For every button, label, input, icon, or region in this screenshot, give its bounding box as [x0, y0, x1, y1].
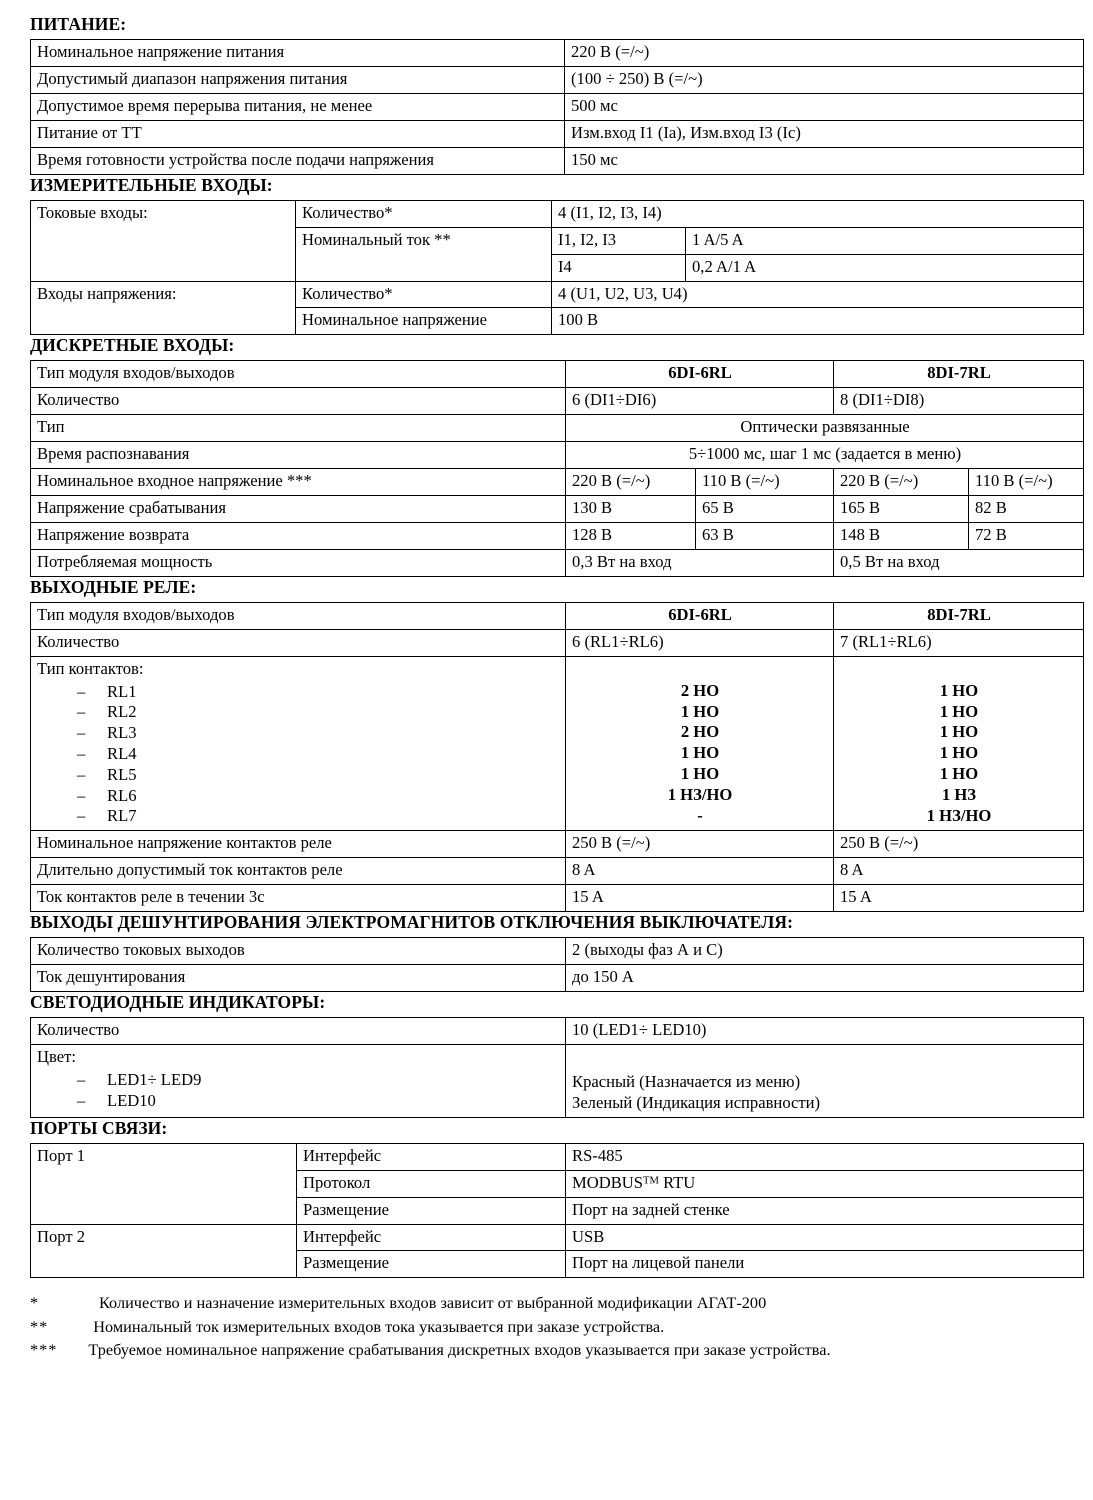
- relay-name-2: RL3: [107, 723, 137, 743]
- dash-bullet-icon: –: [77, 723, 86, 743]
- comm-port1-param-2: Размещение: [297, 1197, 566, 1224]
- discrete-dropout-3: 72 В: [969, 522, 1084, 549]
- table-discrete-inputs: [30, 360, 1084, 576]
- relay-short-current-a: 15 A: [566, 885, 834, 912]
- relay-name-6: RL7: [107, 806, 137, 826]
- discrete-pickup-0: 130 В: [566, 495, 696, 522]
- discrete-nominal-voltage-2: 220 В (=/~): [834, 469, 969, 496]
- relay-contacts-cell: [31, 656, 566, 831]
- discrete-dropout-1: 63 В: [696, 522, 834, 549]
- discrete-pickup-1: 65 В: [696, 495, 834, 522]
- power-label-2: Допустимое время перерыва питания, не менее: [31, 93, 565, 120]
- list-item: [77, 723, 560, 744]
- table-row: [31, 388, 1084, 415]
- discrete-module-b: 8DI-7RL: [834, 361, 1084, 388]
- comm-port2-label: Порт 2: [31, 1224, 297, 1278]
- power-value-3: Изм.вход I1 (Iа), Изм.вход I3 (Ic): [565, 120, 1084, 147]
- discrete-power-label: Потребляемая мощность: [31, 549, 566, 576]
- relay-name-4: RL5: [107, 764, 137, 784]
- table-row: [31, 885, 1084, 912]
- footnote-text-2: Требуемое номинальное напряжение срабатывания дискретных входов указывается при заказе устройства.: [88, 1339, 831, 1359]
- led-color-values: [566, 1044, 1084, 1117]
- led-qty-value: 10 (LED1÷ LED10): [566, 1018, 1084, 1045]
- section-title-power: ПИТАНИЕ:: [30, 14, 127, 34]
- section-title-output-relays: ВЫХОДНЫЕ РЕЛЕ:: [30, 576, 197, 597]
- relay-contact-a-3: 1 НО: [680, 743, 720, 763]
- list-item: [77, 744, 560, 765]
- list-item: [77, 682, 560, 703]
- discrete-qty-a: 6 (DI1÷DI6): [566, 388, 834, 415]
- table-row: [31, 858, 1084, 885]
- comm-port1-param-0: Интерфейс: [297, 1143, 566, 1170]
- shunt-label-1: Ток дешунтирования: [31, 964, 566, 991]
- discrete-dropout-0: 128 В: [566, 522, 696, 549]
- discrete-nominal-voltage-3: 110 В (=/~): [969, 469, 1084, 496]
- measuring-current-nominal-label: Номинальный ток **: [296, 227, 552, 281]
- discrete-nominal-voltage-1: 110 В (=/~): [696, 469, 834, 496]
- relay-contact-b-3: 1 НО: [939, 743, 979, 763]
- comm-port2-param-0: Интерфейс: [297, 1224, 566, 1251]
- relay-contact-a-0: 2 НО: [680, 680, 720, 700]
- shunt-value-0: 2 (выходы фаз А и С): [566, 938, 1084, 965]
- measuring-voltage-nominal-value: 100 В: [552, 308, 1084, 335]
- discrete-power-b: 0,5 Вт на вход: [834, 549, 1084, 576]
- protocol-variant: RTU: [658, 1172, 696, 1192]
- dash-bullet-icon: –: [77, 1090, 86, 1110]
- discrete-type-value: Оптически развязанные: [566, 415, 1084, 442]
- list-item: [77, 702, 560, 723]
- section-title-comm-ports: ПОРТЫ СВЯЗИ:: [30, 1117, 168, 1138]
- relay-contact-a-6: -: [697, 806, 703, 826]
- power-value-1: (100 ÷ 250) В (=/~): [565, 67, 1084, 94]
- power-label-1: Допустимый диапазон напряжения питания: [31, 67, 565, 94]
- measuring-current-group-label: Токовые входы:: [31, 200, 296, 281]
- discrete-pickup-3: 82 В: [969, 495, 1084, 522]
- relay-contacts-column-a: [566, 656, 834, 831]
- table-output-relays: [30, 602, 1084, 912]
- footnote-row: [30, 1315, 1082, 1338]
- list-item: [77, 1070, 560, 1091]
- discrete-qty-label: Количество: [31, 388, 566, 415]
- relay-short-current-b: 15 A: [834, 885, 1084, 912]
- table-row: [31, 120, 1084, 147]
- measuring-voltage-group-label: Входы напряжения:: [31, 281, 296, 335]
- dash-bullet-icon: –: [77, 681, 86, 701]
- led-color-label: Цвет:: [37, 1046, 76, 1066]
- discrete-power-a: 0,3 Вт на вход: [566, 549, 834, 576]
- measuring-current-inputs-0: I1, I2, I3: [552, 227, 686, 254]
- led-qty-label: Количество: [31, 1018, 566, 1045]
- comm-port1-value-2: Порт на задней стенке: [566, 1197, 1084, 1224]
- discrete-dropout-label: Напряжение возврата: [31, 522, 566, 549]
- relay-contact-a-5: 1 НЗ/НО: [667, 785, 733, 805]
- table-row-led-color: [31, 1044, 1084, 1117]
- table-power-supply: [30, 39, 1084, 175]
- measuring-current-value-1: 0,2 A/1 A: [686, 254, 1084, 281]
- relay-contacts-label: Тип контактов:: [37, 658, 144, 678]
- comm-port1-param-1: Протокол: [297, 1170, 566, 1197]
- relay-continuous-current-a: 8 A: [566, 858, 834, 885]
- discrete-type-label: Тип: [31, 415, 566, 442]
- discrete-nominal-voltage-label: Номинальное входное напряжение ***: [31, 469, 566, 496]
- table-row: [31, 40, 1084, 67]
- discrete-module-a: 6DI-6RL: [566, 361, 834, 388]
- table-shunt-outputs: [30, 937, 1084, 992]
- footnote-mark-0: *: [30, 1293, 40, 1313]
- relay-contact-b-5: 1 НЗ: [941, 785, 977, 805]
- led-color-cell: [31, 1044, 566, 1117]
- relay-name-0: RL1: [107, 681, 137, 701]
- dash-bullet-icon: –: [77, 743, 86, 763]
- table-row: [31, 602, 1084, 629]
- shunt-label-0: Количество токовых выходов: [31, 938, 566, 965]
- discrete-module-type-label: Тип модуля входов/выходов: [31, 361, 566, 388]
- list-item: [77, 1091, 560, 1112]
- measuring-current-value-0: 1 A/5 A: [686, 227, 1084, 254]
- table-row: [31, 1143, 1084, 1170]
- dash-bullet-icon: –: [77, 806, 86, 826]
- table-row: [31, 549, 1084, 576]
- led-item-0: LED1÷ LED9: [107, 1069, 202, 1089]
- measuring-voltage-qty-value: 4 (U1, U2, U3, U4): [552, 281, 1084, 308]
- relay-module-type-label: Тип модуля входов/выходов: [31, 602, 566, 629]
- table-row: [31, 469, 1084, 496]
- dash-bullet-icon: –: [77, 785, 86, 805]
- table-row: [31, 200, 1084, 227]
- relay-nominal-voltage-a: 250 В (=/~): [566, 831, 834, 858]
- table-row: [31, 629, 1084, 656]
- relay-nominal-voltage-b: 250 В (=/~): [834, 831, 1084, 858]
- comm-port2-value-1: Порт на лицевой панели: [566, 1251, 1084, 1278]
- relay-name-list: [37, 682, 560, 828]
- relay-contact-b-1: 1 НО: [939, 701, 979, 721]
- measuring-current-qty-label: Количество*: [296, 200, 552, 227]
- table-row: [31, 831, 1084, 858]
- table-row: [31, 1018, 1084, 1045]
- relay-qty-label: Количество: [31, 629, 566, 656]
- comm-port1-value-0: RS-485: [566, 1143, 1084, 1170]
- table-row: [31, 522, 1084, 549]
- table-row: [31, 442, 1084, 469]
- table-row: [31, 415, 1084, 442]
- led-color-1: Зеленый (Индикация исправности): [572, 1092, 821, 1112]
- measuring-voltage-nominal-label: Номинальное напряжение: [296, 308, 552, 335]
- dash-bullet-icon: –: [77, 702, 86, 722]
- table-row: [31, 964, 1084, 991]
- table-row: [31, 1224, 1084, 1251]
- led-item-1: LED10: [107, 1090, 156, 1110]
- footnote-mark-2: ***: [30, 1339, 58, 1359]
- relay-contact-a-4: 1 НО: [680, 764, 720, 784]
- table-comm-ports: [30, 1143, 1084, 1279]
- power-value-2: 500 мс: [565, 93, 1084, 120]
- relay-qty-a: 6 (RL1÷RL6): [566, 629, 834, 656]
- list-item: [77, 806, 560, 827]
- trademark-superscript: TM: [643, 1175, 659, 1187]
- section-title-shunt-outputs: ВЫХОДЫ ДЕШУНТИРОВАНИЯ ЭЛЕКТРОМАГНИТОВ ОТКЛЮЧЕНИЯ ВЫКЛЮЧАТЕЛЯ:: [30, 911, 794, 932]
- discrete-recognition-label: Время распознавания: [31, 442, 566, 469]
- table-row: [31, 361, 1084, 388]
- section-title-measuring-inputs: ИЗМЕРИТЕЛЬНЫЕ ВХОДЫ:: [30, 174, 273, 195]
- discrete-dropout-2: 148 В: [834, 522, 969, 549]
- footnote-row: [30, 1291, 1082, 1314]
- footnote-mark-1: **: [30, 1316, 49, 1336]
- relay-continuous-current-b: 8 A: [834, 858, 1084, 885]
- comm-port2-param-1: Размещение: [297, 1251, 566, 1278]
- relay-contact-b-2: 1 НО: [939, 722, 979, 742]
- table-row: [31, 938, 1084, 965]
- section-title-led-indicators: СВЕТОДИОДНЫЕ ИНДИКАТОРЫ:: [30, 991, 326, 1012]
- protocol-name: MODBUS: [572, 1172, 644, 1192]
- power-label-0: Номинальное напряжение питания: [31, 40, 565, 67]
- power-label-4: Время готовности устройства после подачи напряжения: [31, 147, 565, 174]
- relay-continuous-current-label: Длительно допустимый ток контактов реле: [31, 858, 566, 885]
- discrete-qty-b: 8 (DI1÷DI8): [834, 388, 1084, 415]
- footnotes: [30, 1291, 1082, 1360]
- table-row: [31, 93, 1084, 120]
- relay-qty-b: 7 (RL1÷RL6): [834, 629, 1084, 656]
- comm-port2-value-0: USB: [566, 1224, 1084, 1251]
- relay-module-a: 6DI-6RL: [566, 602, 834, 629]
- relay-module-b: 8DI-7RL: [834, 602, 1084, 629]
- relay-name-5: RL6: [107, 785, 137, 805]
- relay-contact-a-2: 2 НО: [680, 722, 720, 742]
- footnote-text-0: Количество и назначение измерительных входов зависит от выбранной модификации АГАТ-200: [99, 1293, 767, 1313]
- list-item: [77, 765, 560, 786]
- relay-short-current-label: Ток контактов реле в течении 3с: [31, 885, 566, 912]
- relay-contact-b-4: 1 НО: [939, 764, 979, 784]
- footnote-row: [30, 1338, 1082, 1361]
- measuring-voltage-qty-label: Количество*: [296, 281, 552, 308]
- discrete-nominal-voltage-0: 220 В (=/~): [566, 469, 696, 496]
- table-row: [31, 147, 1084, 174]
- table-led-indicators: [30, 1017, 1084, 1118]
- led-color-0: Красный (Назначается из меню): [572, 1071, 801, 1091]
- relay-name-3: RL4: [107, 743, 137, 763]
- spacer: [840, 659, 1078, 681]
- table-row-contact-types: [31, 656, 1084, 831]
- discrete-pickup-label: Напряжение срабатывания: [31, 495, 566, 522]
- relay-contact-b-0: 1 НО: [939, 680, 979, 700]
- relay-contact-b-6: 1 НЗ/НО: [926, 806, 992, 826]
- list-item: [77, 786, 560, 807]
- table-row: [31, 495, 1084, 522]
- discrete-pickup-2: 165 В: [834, 495, 969, 522]
- dash-bullet-icon: –: [77, 764, 86, 784]
- relay-contacts-column-b: [834, 656, 1084, 831]
- discrete-recognition-value: 5÷1000 мс, шаг 1 мс (задается в меню): [566, 442, 1084, 469]
- spacer: [572, 659, 828, 681]
- relay-name-1: RL2: [107, 702, 137, 722]
- section-title-discrete-inputs: ДИСКРЕТНЫЕ ВХОДЫ:: [30, 335, 235, 356]
- power-label-3: Питание от ТТ: [31, 120, 565, 147]
- comm-port1-value-1: [566, 1170, 1084, 1197]
- table-measuring-inputs: [30, 200, 1084, 336]
- shunt-value-1: до 150 А: [566, 964, 1084, 991]
- power-value-0: 220 В (=/~): [565, 40, 1084, 67]
- led-name-list: [37, 1070, 560, 1112]
- measuring-current-inputs-1: I4: [552, 254, 686, 281]
- footnote-text-1: Номинальный ток измерительных входов тока указывается при заказе устройства.: [93, 1316, 665, 1336]
- table-row: [31, 67, 1084, 94]
- power-value-4: 150 мс: [565, 147, 1084, 174]
- relay-nominal-voltage-label: Номинальное напряжение контактов реле: [31, 831, 566, 858]
- relay-contact-a-1: 1 НО: [680, 701, 720, 721]
- dash-bullet-icon: –: [77, 1069, 86, 1089]
- comm-port1-label: Порт 1: [31, 1143, 297, 1224]
- measuring-current-qty-value: 4 (I1, I2, I3, I4): [552, 200, 1084, 227]
- spacer: [572, 1047, 1078, 1072]
- table-row: [31, 281, 1084, 308]
